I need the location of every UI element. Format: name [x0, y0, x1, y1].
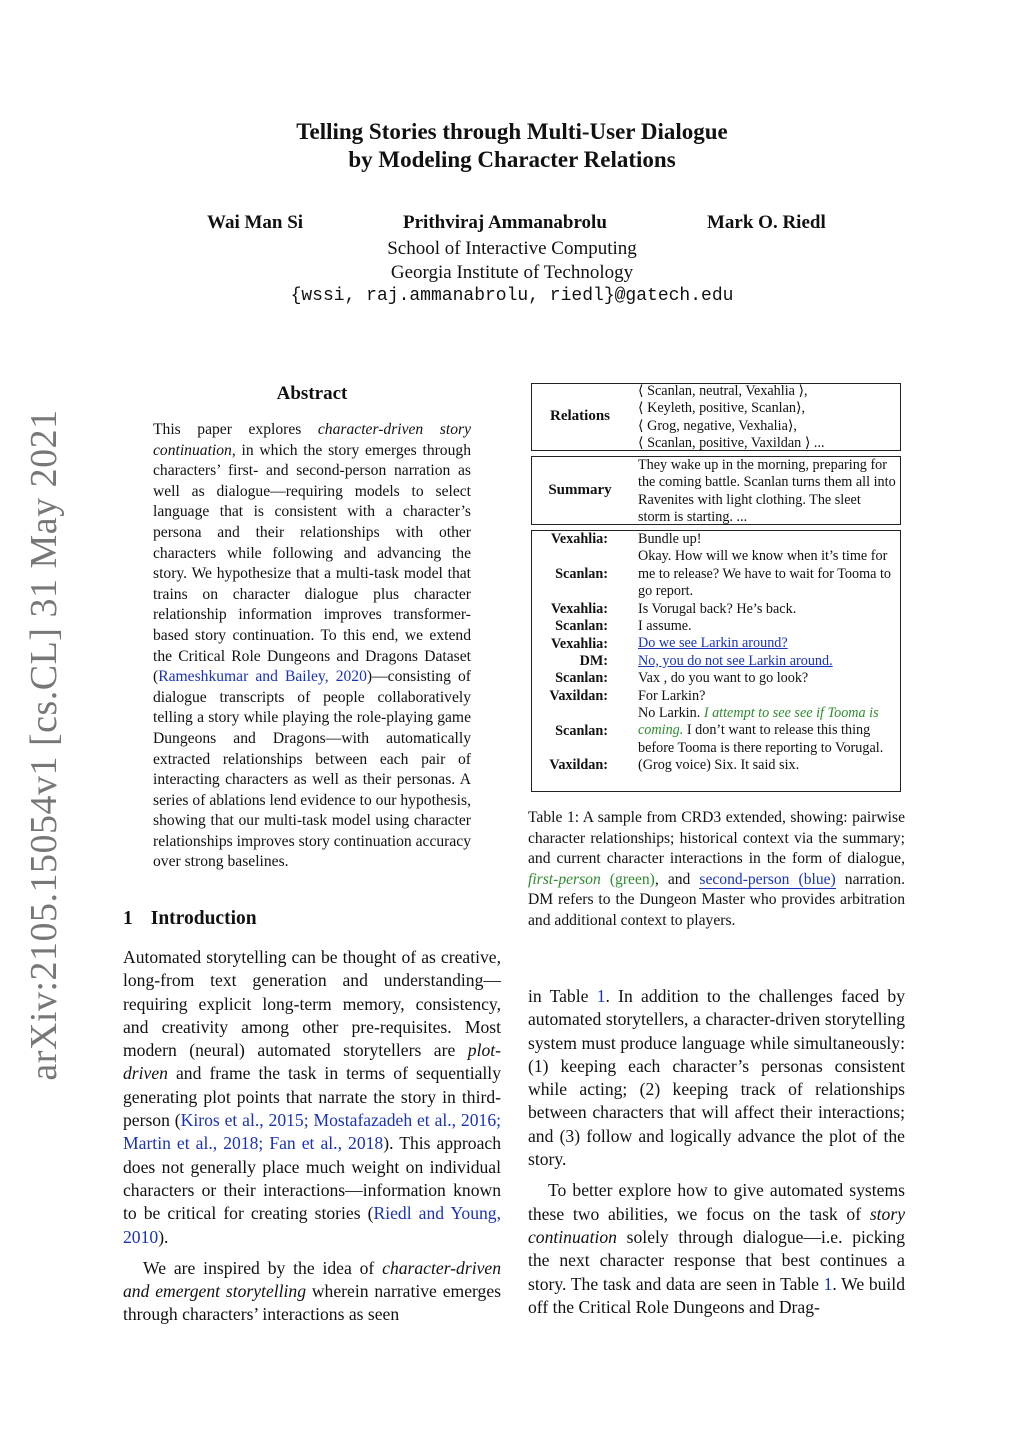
utterance: Okay. How will we know when it’s time for me to release? We have to wait for Tooma to go report.	[638, 548, 892, 600]
dialogue-row	[532, 688, 900, 705]
table-summary-box	[531, 456, 901, 525]
citation-authors: Rameshkumar and Bailey	[158, 668, 325, 686]
abstract-text: , in which the story emerges through characters’ first- and second-person narration as well as dialogue—requiring models to select language that is consistent with a character’s persona and their relationships with other characters while following and advancing the story. We hypothesize that a multi-task model that trains on character dialogue plus character relationship information improves transformer-based story continuation. To this end, we extend the Critical Role Dungeons and Dragons Dataset (	[153, 441, 471, 686]
author-3: Mark O. Riedl	[707, 212, 826, 233]
utterance: Vax , do you want to go look?	[638, 670, 809, 687]
table-reference-link[interactable]: 1	[823, 1273, 833, 1294]
speaker: DM:	[579, 653, 608, 670]
utterance: For Larkin?	[638, 687, 706, 704]
caption-first-person: first-person	[528, 870, 601, 888]
dialogue-row	[532, 670, 900, 687]
citation-link[interactable]: Kiros et al., 2015; Mostafazadeh et al., 2016; Martin et al., 2018; Fan et al., 2018	[123, 1110, 501, 1154]
author-1: Wai Man Si	[207, 212, 304, 233]
affiliation-line-1: School of Interactive Computing	[387, 238, 637, 259]
dialogue-row	[532, 548, 900, 600]
citation-link[interactable]: Riedl and Young, 2010	[123, 1203, 501, 1247]
abstract-heading: Abstract	[276, 383, 348, 404]
first-person-utterance: I attempt to see see if Tooma is coming.	[638, 705, 879, 739]
text: . In addition to the challenges faced by automated storytellers, a character-driven storytelling system must produce language while simultaneously: (1) keeping each character’s personas consistent while acting; (2) keeping track of relationships between characters that will affect their interactions; and (3) follow and logically advance the plot of the story.	[528, 986, 905, 1170]
dialogue-row	[532, 635, 900, 652]
second-person-utterance: No, you do not see Larkin around.	[638, 652, 833, 669]
paragraph	[123, 946, 501, 1249]
dialogue-row	[532, 653, 900, 670]
summary-label: Summary	[548, 482, 612, 498]
affiliation-line-2: Georgia Institute of Technology	[390, 262, 634, 283]
right-column-body	[528, 985, 905, 1319]
text: . We build off the Critical Role Dungeons and Drag-	[528, 1273, 905, 1317]
emphasis: plot-driven	[123, 1040, 501, 1084]
text: To better explore how to give automated systems these two abilities, we focus on the task of	[528, 1180, 905, 1224]
emphasis: character-driven and emergent storytelling	[123, 1257, 501, 1302]
speaker: Vexahlia:	[550, 531, 608, 548]
caption-text: narration. DM refers to the Dungeon Master who provides arbitration and additional context to players.	[528, 870, 905, 929]
table-caption	[528, 808, 905, 932]
utterance: Bundle up!	[638, 531, 702, 547]
paragraph	[528, 985, 905, 1171]
author-2: Prithviraj Ammanabrolu	[403, 212, 607, 233]
speaker: Vexahlia:	[550, 600, 608, 617]
text: wherein narrative emerges through characters’ interactions as seen	[123, 1281, 501, 1325]
dialogue-row	[532, 705, 900, 757]
section-title: Introduction	[150, 908, 257, 929]
dialogue-list	[532, 531, 900, 775]
utterance	[638, 705, 896, 757]
introduction-body	[123, 946, 501, 1327]
abstract-text: This paper explores	[153, 421, 318, 438]
text: We are inspired by the idea of	[143, 1257, 383, 1278]
paragraph	[528, 1179, 905, 1319]
dialogue-row	[532, 618, 900, 635]
arxiv-stamp: arXiv:2105.15054v1 [cs.CL] 31 May 2021	[23, 409, 65, 1081]
citation-separator: ,	[324, 668, 336, 686]
relation-item: ⟨ Scanlan, neutral, Vexahlia ⟩,	[638, 383, 808, 399]
abstract-text: )—consisting of dialogue transcripts of people collaboratively telling a story while playing the role-playing game Dungeons and Dragons—with automatically extracted relationships between each pair of interacting characters as well as their personas. A series of ablations lend evidence to our hypothesis, showing that our multi-task model using character relationships improves story continuation accuracy over strong baselines.	[153, 668, 471, 871]
title-line-2: by Modeling Character Relations	[348, 147, 676, 172]
utterance-text: I don’t want to release this thing before Tooma is there reporting to Vorugal.	[638, 722, 884, 756]
text: Automated storytelling can be thought of as creative, long-from text generation and understanding—requiring explicit long-term memory, consistency, and creativity among other pre-requisites. Most modern (neural) automated storytellers are	[123, 947, 501, 1061]
abstract-body	[153, 420, 471, 873]
utterance: I assume.	[638, 618, 692, 635]
speaker: Scanlan:	[555, 618, 608, 635]
section-number: 1	[123, 908, 133, 929]
relation-item: ⟨ Grog, negative, Vexhalia⟩,	[638, 417, 797, 434]
utterance-text: No Larkin.	[638, 705, 704, 722]
summary-text: They wake up in the morning, preparing for the coming battle. Scanlan turns them all into Ravenites with light clothing. The sleet storm is starting. ...	[638, 457, 896, 526]
caption-text: Table 1: A sample from CRD3 extended, showing: pairwise character relationships; historical context via the summary; and current character interactions in the form of dialogue,	[528, 809, 905, 868]
relations-label: Relations	[550, 408, 610, 424]
second-person-utterance: Do we see Larkin around?	[638, 635, 788, 652]
text: and frame the task in terms of sequentially generating plot points that narrate the story in third-person (	[123, 1063, 501, 1131]
text: ).	[158, 1226, 169, 1247]
dialogue-row	[532, 531, 900, 548]
speaker: Vaxildan:	[549, 757, 608, 774]
relations-list	[638, 383, 896, 453]
table-reference-link[interactable]: 1	[596, 986, 606, 1006]
paragraph	[123, 1257, 501, 1327]
text: solely through dialogue—i.e. picking the next character response that best continues a story. The task and data are seen in Table	[528, 1226, 905, 1294]
caption-text: , and	[654, 870, 700, 888]
table-dialogue-box	[531, 530, 901, 792]
paper-title	[0, 118, 1024, 174]
dialogue-row	[532, 601, 900, 618]
section-heading-introduction	[123, 908, 275, 930]
citation-year: 2020	[335, 668, 367, 686]
relation-item: ⟨ Keyleth, positive, Scanlan⟩,	[638, 400, 806, 417]
speaker: Vexahlia:	[550, 635, 608, 652]
emphasis: story continuation	[528, 1203, 905, 1247]
title-line-1: Telling Stories through Multi-User Dialogue	[296, 119, 728, 144]
text: in Table	[528, 986, 597, 1006]
relation-item: ⟨ Scanlan, positive, Vaxildan ⟩ ...	[638, 435, 825, 452]
caption-second-person: second-person (blue)	[699, 870, 836, 888]
text: ). This approach does not generally place much weight on individual characters or their interactions—information known to be critical for creating stories (	[123, 1133, 501, 1224]
author-emails: {wssi, raj.ammanabrolu, riedl}@gatech.edu	[290, 286, 734, 306]
speaker: Scanlan:	[555, 670, 608, 687]
citation-link[interactable]	[158, 668, 367, 685]
dialogue-row	[532, 757, 900, 774]
utterance: (Grog voice) Six. It said six.	[638, 757, 800, 774]
table-relations-box	[531, 383, 901, 451]
speaker: Scanlan:	[555, 566, 608, 583]
utterance: Is Vorugal back? He’s back.	[638, 600, 797, 617]
caption-green-label: (green)	[600, 870, 655, 888]
speaker: Vaxildan:	[549, 687, 608, 704]
abstract-emphasis: character-driven story continuation	[153, 421, 471, 459]
speaker: Scanlan:	[555, 722, 608, 739]
